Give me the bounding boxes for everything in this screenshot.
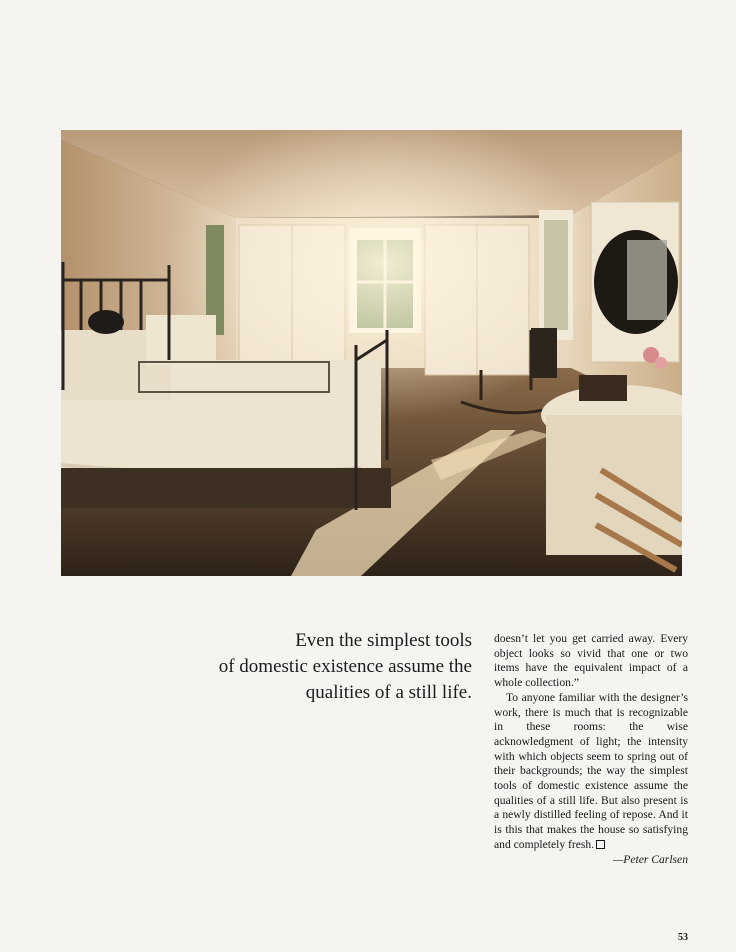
pull-quote-line-1: Even the simplest tools (295, 630, 472, 651)
body-text-column (494, 632, 688, 867)
body-paragraph-1: doesn’t let you get carried away. Every object looks so vivid that one or two items have the equivalent impact of a whole collection.” (494, 632, 688, 690)
pull-quote-line-3: qualities of a still life. (305, 682, 472, 703)
byline: —Peter Carlsen (612, 852, 688, 866)
pull-quote (180, 628, 472, 706)
pull-quote-line-2: of domestic existence assume the (218, 656, 472, 677)
bedroom-photograph (61, 130, 682, 576)
end-mark-icon (596, 840, 605, 849)
body-paragraph-2: To anyone familiar with the designer’s work, there is much that is recognizable in these rooms: the wise acknowledgment of light; the intensity with which objects seem to spring out of their backgrounds; the way the simplest tools of domestic existence assume the qualities of a still life. But also present is a newly distilled feeling of repose. And it is this that makes the house so satisfying and completely fresh. (494, 690, 688, 851)
page-number: 53 (678, 932, 688, 943)
body-paragraph-2-wrapper (494, 691, 688, 853)
